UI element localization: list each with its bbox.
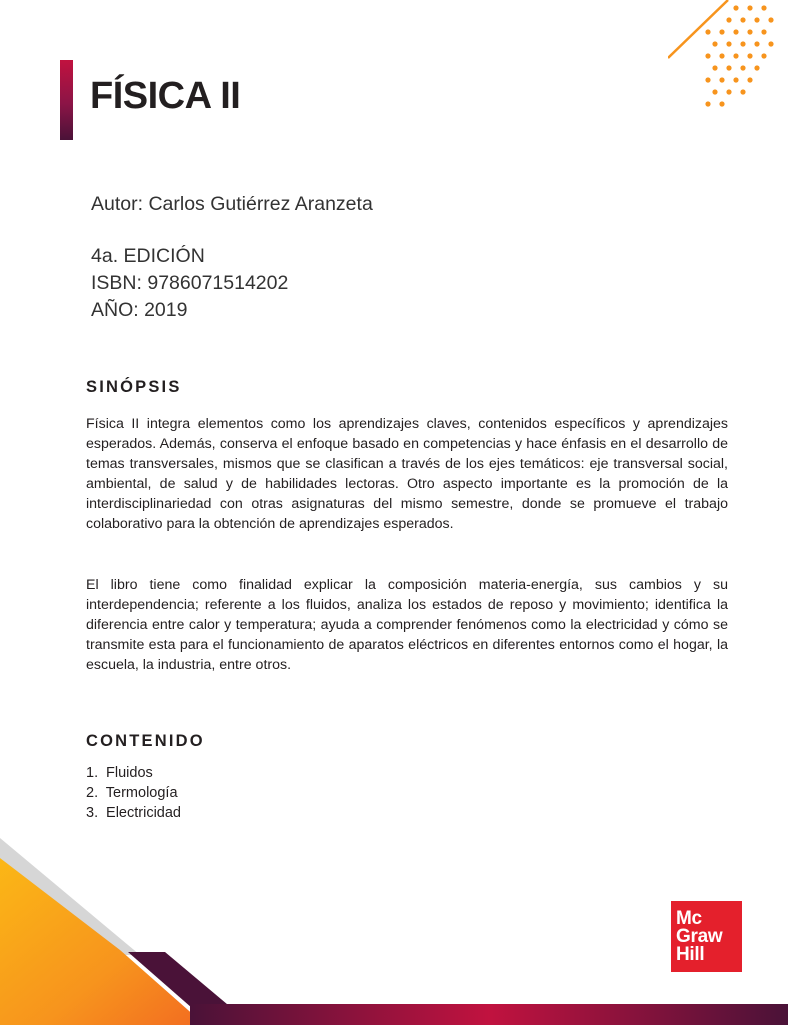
contents-list <box>86 763 181 823</box>
contents-item-label: Termología <box>105 785 178 801</box>
mcgraw-hill-logo <box>671 901 742 972</box>
contents-item <box>86 803 181 823</box>
decorative-dot <box>705 101 710 106</box>
contents-item-number: 3. <box>86 805 99 821</box>
decorative-dot <box>747 29 752 34</box>
decorative-dot <box>719 101 724 106</box>
logo-line-2: Graw <box>676 925 723 947</box>
decorative-dot <box>761 29 766 34</box>
decorative-dot <box>726 17 731 22</box>
decorative-bottom-bands <box>0 830 788 1025</box>
decorative-dot-pattern <box>668 0 788 120</box>
contents-item <box>86 783 181 803</box>
decorative-dot <box>747 53 752 58</box>
decorative-dot <box>719 53 724 58</box>
decorative-dot <box>719 29 724 34</box>
author-line: Autor: Carlos Gutiérrez Aranzeta <box>91 193 373 215</box>
decorative-dot <box>726 89 731 94</box>
title-accent-bar <box>60 60 73 140</box>
contents-item-number: 2. <box>86 785 99 801</box>
contents-item-label: Fluidos <box>106 765 153 781</box>
isbn-line: ISBN: 9786071514202 <box>91 272 289 294</box>
decorative-dot <box>740 17 745 22</box>
decorative-dot <box>733 77 738 82</box>
decorative-dot <box>733 53 738 58</box>
decorative-dot <box>740 89 745 94</box>
decorative-dot <box>740 41 745 46</box>
decorative-dot <box>712 89 717 94</box>
contents-item-number: 1. <box>86 765 99 781</box>
decorative-dot <box>726 41 731 46</box>
decorative-dot <box>733 29 738 34</box>
decorative-dot <box>754 41 759 46</box>
decorative-dot <box>719 77 724 82</box>
synopsis-paragraph-1: Física II integra elementos como los aprendizajes claves, contenidos específicos y aprendizajes esperados. Además, conserva el enfoque basado en competencias y hace énfasis en el desarrollo de temas transversales, mismos que se clasifican a través de los ejes temáticos: eje transversal social, ambiental, de salud y de habilidades lectoras. Otro aspecto importante es la promoción de la interdisciplinariedad con otras asignaturas del mismo semestre, donde se promueve el trabajo colaborativo para la obtención de aprendizajes esperados. <box>86 416 728 532</box>
contents-heading: CONTENIDO <box>86 732 205 750</box>
decorative-dot <box>733 5 738 10</box>
decorative-dot <box>768 41 773 46</box>
synopsis-heading: SINÓPSIS <box>86 378 182 396</box>
decorative-dot <box>712 65 717 70</box>
decorative-dot <box>726 65 731 70</box>
decorative-dot <box>747 77 752 82</box>
decorative-dot <box>754 17 759 22</box>
decorative-dot <box>768 17 773 22</box>
decorative-dot <box>761 5 766 10</box>
page-title: FÍSICA II <box>90 75 241 117</box>
contents-item-label: Electricidad <box>106 805 181 821</box>
decorative-dot <box>761 53 766 58</box>
decorative-dot <box>712 41 717 46</box>
logo-line-3: Hill <box>676 943 705 965</box>
synopsis-paragraph-2: El libro tiene como finalidad explicar la composición materia-energía, sus cambios y su interdependencia; referente a los fluidos, analiza los estados de reposo y movimiento; identifica la diferencia entre calor y temperatura; ayuda a comprender fenómenos como la electricidad y cómo se transmite esta para el funcionamiento de aparatos eléctricos en diferentes entornos como el hogar, la escuela, la industria, entre otros. <box>86 577 728 673</box>
decorative-dot <box>705 53 710 58</box>
decorative-dot <box>747 5 752 10</box>
logo-line-1: Mc <box>676 907 702 929</box>
decorative-dot <box>705 77 710 82</box>
edition-line: 4a. EDICIÓN <box>91 245 205 267</box>
contents-item <box>86 763 181 783</box>
decorative-dot <box>705 29 710 34</box>
year-line: AÑO: 2019 <box>91 299 188 321</box>
decorative-dot <box>740 65 745 70</box>
decorative-dot <box>754 65 759 70</box>
